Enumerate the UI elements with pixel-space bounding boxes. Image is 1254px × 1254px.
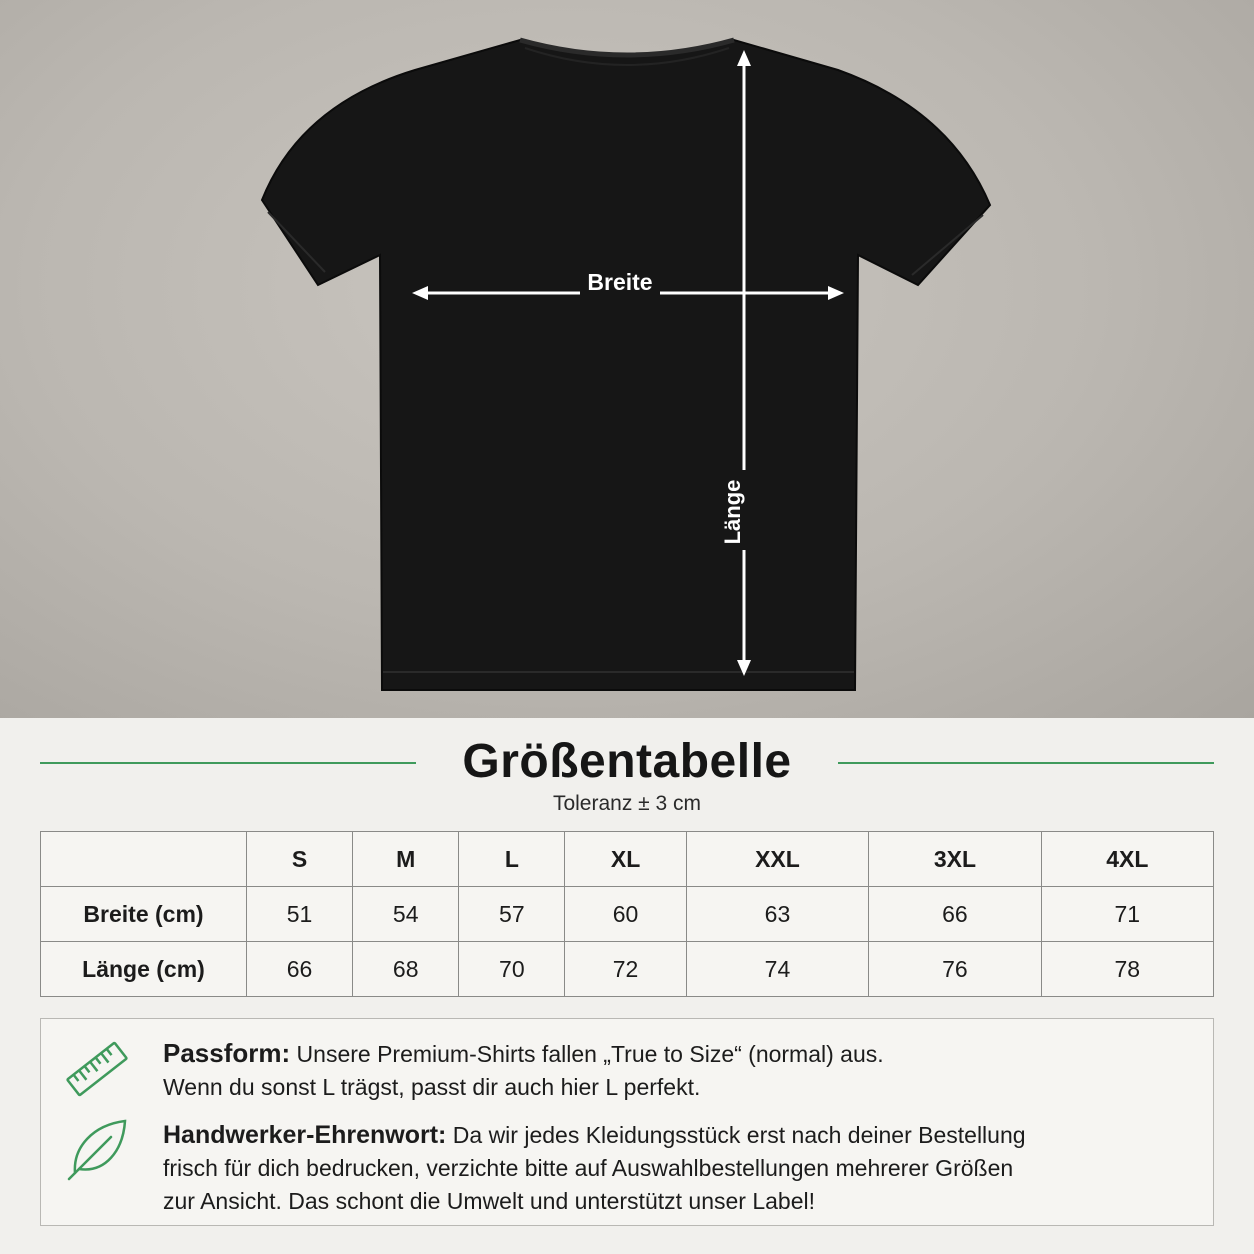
craft-note-title: Handwerker-Ehrenwort:: [163, 1121, 447, 1149]
craft-note-line1: Da wir jedes Kleidungsstück erst nach deiner Bestellung: [452, 1122, 1026, 1148]
column-header: XXL: [686, 832, 869, 887]
table-corner-cell: [41, 832, 247, 887]
column-header: M: [353, 832, 459, 887]
table-header-row: [41, 832, 1214, 887]
craft-note-line3: zur Ansicht. Das schont die Umwelt und unterstützt unser Label!: [163, 1188, 815, 1214]
column-header: S: [247, 832, 353, 887]
info-box: [40, 1018, 1214, 1226]
leaf-icon: [65, 1117, 131, 1183]
fit-note-title: Passform:: [163, 1038, 291, 1068]
width-label: Breite: [587, 269, 653, 295]
table-cell: 51: [247, 887, 353, 942]
tshirt-shape: [262, 40, 990, 690]
fit-note-line1: Unsere Premium-Shirts fallen „True to Size“ (normal) aus.: [296, 1041, 884, 1067]
row-label: Länge (cm): [41, 942, 247, 997]
table-cell: 71: [1041, 887, 1213, 942]
table-cell: 76: [869, 942, 1041, 997]
table-cell: 60: [565, 887, 686, 942]
column-header: L: [459, 832, 565, 887]
fit-note-line2: Wenn du sonst L trägst, passt dir auch hier L perfekt.: [163, 1074, 701, 1100]
table-cell: 63: [686, 887, 869, 942]
page-title: Größentabelle: [462, 735, 792, 788]
tolerance-note: Toleranz ± 3 cm: [552, 792, 702, 815]
table-row: [41, 887, 1214, 942]
column-header: 4XL: [1041, 832, 1213, 887]
fit-note: [163, 1037, 1193, 1104]
title-row: [0, 734, 1254, 790]
size-table: [40, 831, 1214, 997]
table-cell: 54: [353, 887, 459, 942]
craft-note: [163, 1119, 1163, 1218]
column-header: XL: [565, 832, 686, 887]
table-cell: 66: [869, 887, 1041, 942]
table-cell: 57: [459, 887, 565, 942]
table-cell: 68: [353, 942, 459, 997]
row-label: Breite (cm): [41, 887, 247, 942]
table-cell: 78: [1041, 942, 1213, 997]
ruler-icon: [65, 1037, 129, 1101]
table-cell: 66: [247, 942, 353, 997]
table-cell: 70: [459, 942, 565, 997]
table-cell: 72: [565, 942, 686, 997]
table-cell: 74: [686, 942, 869, 997]
column-header: 3XL: [869, 832, 1041, 887]
table-row: [41, 942, 1214, 997]
length-label: Länge: [720, 479, 745, 545]
craft-note-line2: frisch für dich bedrucken, verzichte bitte auf Auswahlbestellungen mehrerer Größen: [163, 1155, 1014, 1181]
